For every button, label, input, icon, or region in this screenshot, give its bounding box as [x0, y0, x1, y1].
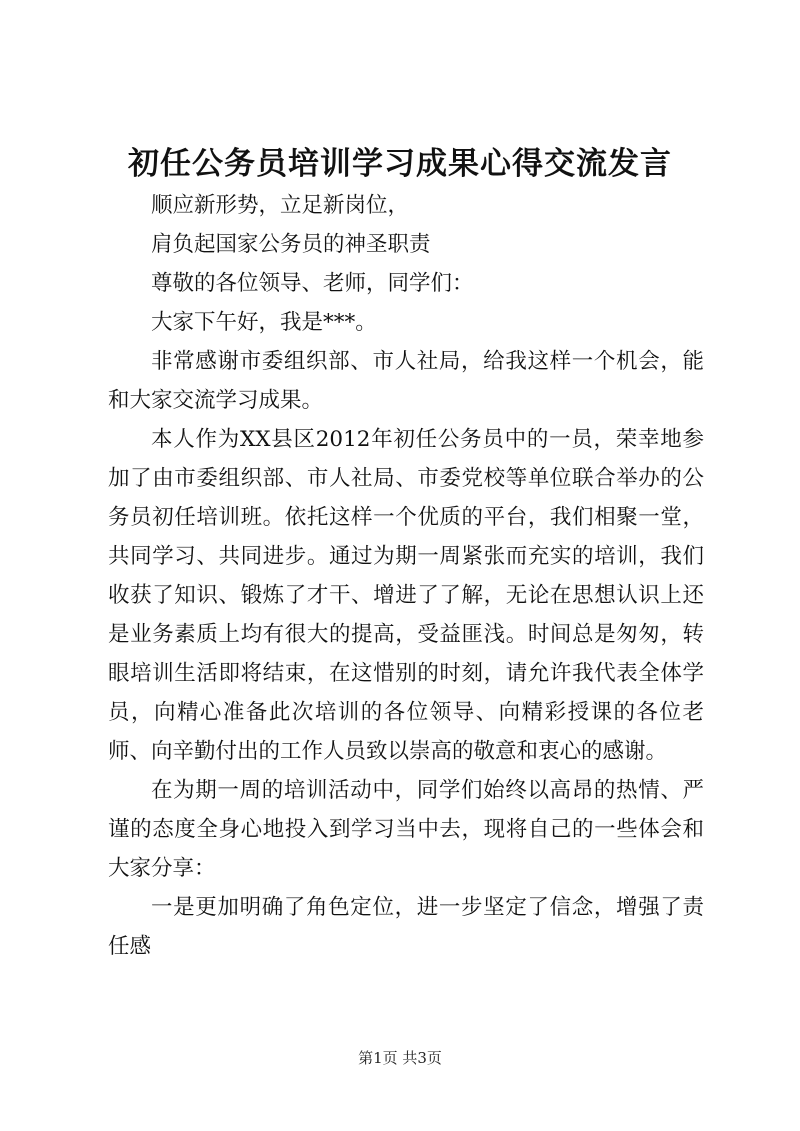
paragraph: 本人作为XX县区2012年初任公务员中的一员，荣幸地参加了由市委组织部、市人社局、市委党校等单位联合举办的公务员初任培训班。依托这样一个优质的平台，我们相聚一堂，共同学习、共同进步。通过为期一周紧张而充实的培训，我们收获了知识、锻炼了才干、增进了了解，无论在思想认识上还是业务素质上均有很大的提高，受益匪浅。时间总是匆匆，转眼培训生活即将结束，在这惜别的时刻，请允许我代表全体学员，向精心准备此次培训的各位领导、向精彩授课的各位老师、向辛勤付出的工作人员致以崇高的敬意和衷心的感谢。	[108, 427, 704, 764]
paragraph: 尊敬的各位领导、老师，同学们：	[151, 271, 474, 296]
paragraph: 顺应新形势，立足新岗位，	[151, 193, 410, 218]
paragraph: 在为期一周的培训活动中，同学们始终以高昂的热情、严谨的态度全身心地投入到学习当中去，现将自己的一些体会和大家分享：	[108, 778, 704, 881]
page-footer: 第1页 共3页	[358, 1049, 442, 1067]
document-title: 初任公务员培训学习成果心得交流发言	[128, 146, 672, 182]
document-body	[108, 186, 704, 966]
paragraph: 一是更加明确了角色定位，进一步坚定了信念，增强了责任感	[108, 895, 704, 959]
paragraph: 肩负起国家公务员的神圣职责	[151, 232, 431, 257]
paragraph: 大家下午好，我是***。	[151, 310, 377, 335]
paragraph: 非常感谢市委组织部、市人社局，给我这样一个机会，能和大家交流学习成果。	[108, 349, 704, 413]
